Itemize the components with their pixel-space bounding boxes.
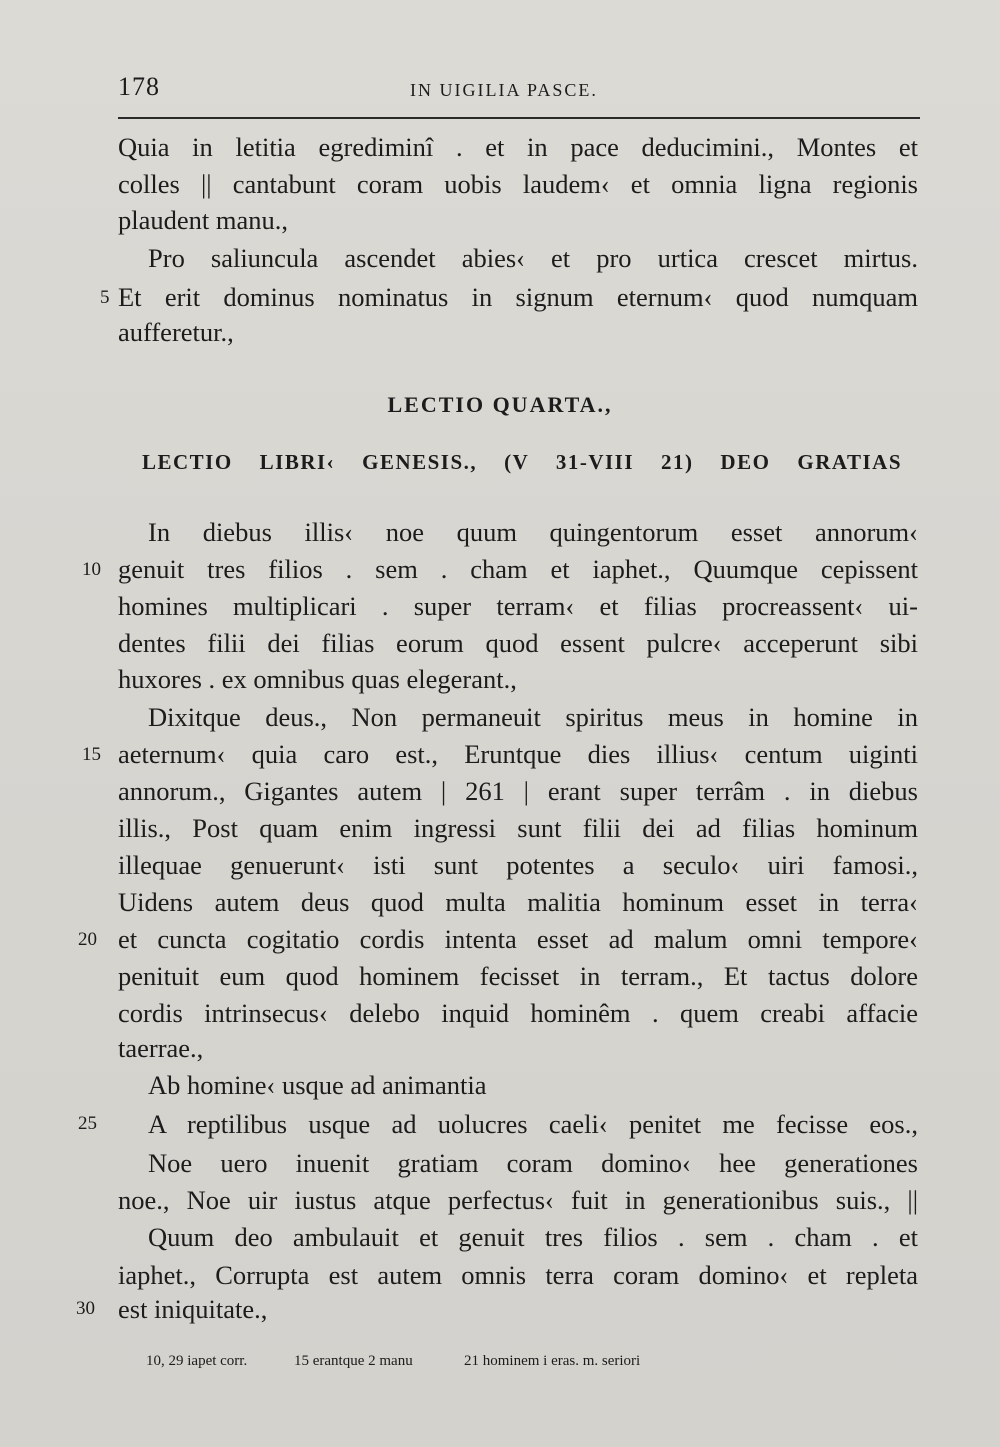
text-line: Noe uero inuenit gratiam coram domino‹ hee generationes [148,1148,918,1178]
text-line: et cuncta cogitatio cordis intenta esset ad malum omni tempore‹ [118,924,918,954]
text-line: genuit tres filios . sem . cham et iaphet., Quumque cepissent [118,554,918,584]
text-line: A reptilibus usque ad uolucres caeli‹ penitet me fecisse eos., [148,1109,918,1139]
line-number: 30 [76,1298,95,1319]
text-line: aeternum‹ quia caro est., Eruntque dies illius‹ centum uiginti [118,739,918,769]
text-line: taerrae., [118,1033,204,1063]
page-header [118,72,918,116]
text-line: Et erit dominus nominatus in signum eternum‹ quod numquam [118,282,918,312]
line-number: 15 [82,744,101,765]
text-line: est iniquitate., [118,1294,268,1324]
text-line: noe., Noe uir iustus atque perfectus‹ fuit in generationibus suis., || [118,1185,918,1215]
text-line: iaphet., Corrupta est autem omnis terra coram domino‹ et repleta [118,1260,918,1290]
lectio-heading: LECTIO QUARTA., [387,392,613,417]
line-number: 20 [78,929,97,950]
line-number: 25 [78,1113,97,1134]
lectio-subheading: LECTIO LIBRI‹ GENESIS., (V 31-VIII 21) DEO GRATIAS [142,450,902,474]
text-line: dentes filii dei filias eorum quod essent pulcre‹ acceperunt sibi [118,628,918,658]
text-line: aufferetur., [118,317,234,347]
page-number: 178 [118,72,160,101]
text-line: Uidens autem deus quod multa malitia hominum esset in terra‹ [118,887,918,917]
running-head: IN UIGILIA PASCE. [410,80,598,100]
text-line: colles || cantabunt coram uobis laudem‹ et omnia ligna regionis [118,169,918,199]
text-line: plaudent manu., [118,205,288,235]
footnote: 10, 29 iapet corr. [146,1353,248,1369]
text-line: Quia in letitia egrediminî . et in pace deducimini., Montes et [118,132,918,162]
text-line: Pro saliuncula ascendet abies‹ et pro urtica crescet mirtus. [148,243,918,273]
footnote: 21 hominem i eras. m. seriori [464,1353,641,1369]
text-line: illis., Post quam enim ingressi sunt filii dei ad filias hominum [118,813,918,843]
text-line: Ab homine‹ usque ad animantia [148,1070,487,1100]
header-rule [118,117,920,119]
text-line: huxores . ex omnibus quas elegerant., [118,664,517,694]
text-line: annorum., Gigantes autem | 261 | erant super terrâm . in diebus [118,776,918,806]
line-number: 5 [100,287,110,308]
text-line: Dixitque deus., Non permaneuit spiritus meus in homine in [148,702,918,732]
text-line: homines multiplicari . super terram‹ et filias procreassent‹ ui- [118,591,918,621]
text-line: penituit eum quod hominem fecisset in terram., Et tactus dolore [118,961,918,991]
text-line: Quum deo ambulauit et genuit tres filios . sem . cham . et [148,1222,918,1252]
text-line: In diebus illis‹ noe quum quingentorum esset annorum‹ [148,517,918,547]
text-line: illequae genuerunt‹ isti sunt potentes a seculo‹ uiri famosi., [118,850,918,880]
text-line: cordis intrinsecus‹ delebo inquid hominêm . quem creabi affacie [118,998,918,1028]
line-number: 10 [82,559,101,580]
footnote: 15 erantque 2 manu [294,1353,413,1369]
